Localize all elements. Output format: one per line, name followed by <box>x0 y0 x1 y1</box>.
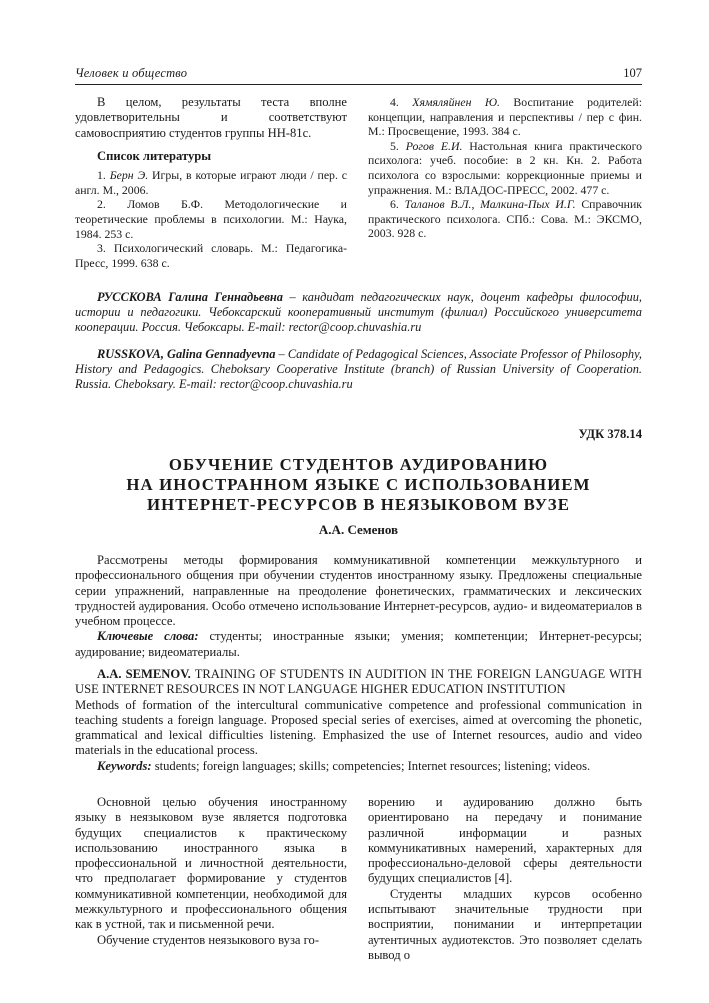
section-title: Человек и общество <box>75 66 188 80</box>
body-right-column <box>368 795 642 963</box>
references-continued <box>368 95 642 241</box>
abstract-en <box>75 667 642 774</box>
title-line: ИНТЕРНЕТ-РЕСУРСОВ В НЕЯЗЫКОВОМ ВУЗЕ <box>146 495 571 514</box>
abstract-text-ru: Рассмотрены методы формирования коммуникативной компетенции межкультурного и профессионального общения при обучении студентов иностранному языку. Предложены специальные серии упражнений, направленные на преодоление фонетических, грамматических и лексических трудностей аудирования. Особо отмечено использование Интернет-ресурсов, аудио- и видеоматериалов в учебном процессе. <box>75 553 642 629</box>
abstract-title-en: TRAINING OF STUDENTS IN AUDITION IN THE FOREIGN LANGUAGE WITH USE INTERNET RESOURCES IN NOT LANGUAGE HIGHER EDUCATION INSTITUTION <box>75 667 642 697</box>
reference-item: 2. Ломов Б.Ф. Методологические и теоретические проблемы в психологии. М.: Наука, 1984. 253 с. <box>75 197 347 241</box>
keywords-label-ru: Ключевые слова: <box>97 629 199 644</box>
abstract-ru <box>75 553 642 660</box>
body-paragraph: Обучение студентов неязыкового вуза го- <box>97 932 320 947</box>
author-details-ru: – кандидат педагогических наук, доцент кафедры философии, истории и педагогики. Чебоксарский кооперативный институт (филиал) Российского университета кооперации. Россия. Чебоксары. E-mail: rector@coop.chuvashia.ru <box>75 290 642 335</box>
abstract-author-en: A.A. SEMENOV. <box>97 667 191 681</box>
keywords-en: Keywords: students; foreign languages; skills; competencies; Internet resources; listening; videos. <box>97 758 591 773</box>
author-name-ru: РУССКОВА Галина Геннадьевна <box>97 290 283 304</box>
body-left-column <box>75 795 347 948</box>
body-paragraph: Основной целью обучения иностранному языку в неязыковом вузе является подготовка будущих специалистов к практическому использованию иностранного языка в профессиональной и личностной деятельности, что предполагает формирование у студентов коммуникативной компетенции, необходимой для межкультурного и профессионального общения как в устной, так и письменной речи. <box>75 795 347 932</box>
running-head <box>75 66 642 85</box>
author-details-en: – Candidate of Pedagogical Sciences, Associate Professor of Philosophy, History and Pedagogics. Cheboksary Cooperative Institute (branch) of Russian University of Cooperation. Russia. Cheboksary. E-mail: rector@coop.chuvashia.ru <box>75 347 643 392</box>
reference-item: 5. Рогов Е.И. Настольная книга практического психолога: учеб. пособие: в 2 кн. Кн. 2. Работа психолога со взрослыми: коррекционные приемы и упражнения. М.: ВЛАДОС-ПРЕСС, 2002. 477 с. <box>368 138 643 197</box>
reference-item: 4. Хямяляйнен Ю. Воспитание родителей: концепции, направления и перспективы / пер с фин. М.: Просвещение, 1993. 384 с. <box>368 95 643 139</box>
reference-item: 3. Психологический словарь. М.: Педагогика-Пресс, 1999. 638 с. <box>75 241 348 270</box>
title-line: НА ИНОСТРАННОМ ЯЗЫКЕ С ИСПОЛЬЗОВАНИЕМ <box>126 475 591 494</box>
udk-code: УДК 378.14 <box>578 427 642 441</box>
body-paragraph: Студенты младших курсов особенно испытывают значительные трудности при восприятии, понимании и интерпретации аутентичных аудиотекстов. Это позволяет сделать вывод о <box>368 886 642 962</box>
keywords-ru: Ключевые слова: студенты; иностранные языки; умения; компетенции; Интернет-ресурсы; аудирование; видеоматериалы. <box>75 629 642 659</box>
page-number: 107 <box>623 66 642 80</box>
title-line: ОБУЧЕНИЕ СТУДЕНТОВ АУДИРОВАНИЮ <box>168 455 549 474</box>
conclusion-paragraph: В целом, результаты теста вполне удовлетворительны и соответствуют самовосприятию студентов группы НН-81с. <box>75 95 347 140</box>
author-info-en <box>75 347 642 393</box>
body-paragraph: ворению и аудированию должно быть ориентировано на передачу и понимание различной информации и разных коммуникативных намерений, характерных для профессионально-деловой сферы деятельности будущих специалистов [4]. <box>368 795 642 886</box>
abstract-heading-en <box>75 667 642 698</box>
reference-item: 6. Таланов В.Л., Малкина-Пых И.Г. Справочник практического психолога. СПб.: Сова. М.: ЭКСМО, 2003. 928 с. <box>368 197 643 241</box>
keywords-label-en: Keywords: <box>97 758 152 773</box>
reference-item: 1. Берн Э. Игры, в которые играют люди / пер. с англ. М., 2006. <box>75 168 347 197</box>
previous-article-conclusion <box>75 95 347 270</box>
abstract-text-en: Methods of formation of the intercultural communicative competence and professional communication in teaching students a foreign language. Proposed special series of exercises, aimed at overcoming the phonetic, grammatical and lexical difficulties listening. Emphasized the use of Internet resources, audio and video materials in the educational process. <box>75 697 642 758</box>
author-name-en: RUSSKOVA, Galina Gennadyevna <box>97 347 276 361</box>
article-title <box>75 455 642 515</box>
references-title: Список литературы <box>97 148 212 163</box>
article-author: А.А. Семенов <box>318 522 399 537</box>
author-info-ru <box>75 290 642 336</box>
